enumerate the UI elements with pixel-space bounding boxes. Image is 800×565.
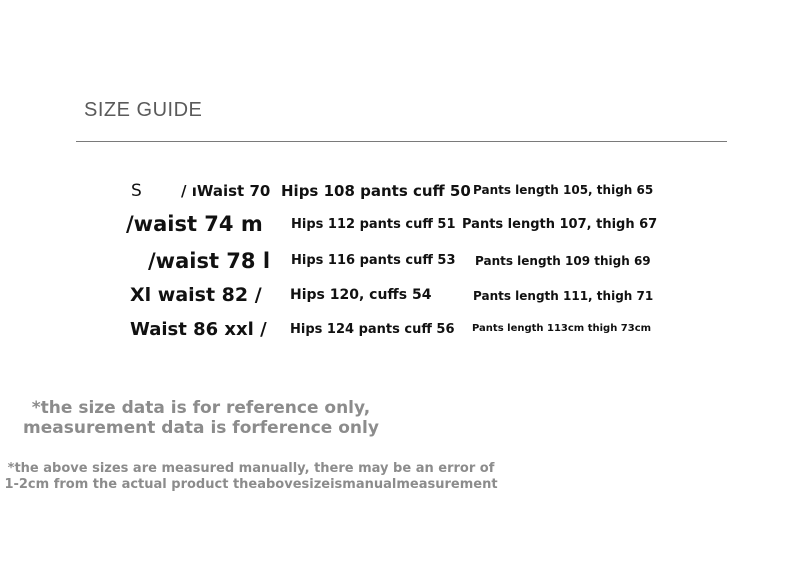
length-row-4: Pants length 111, thigh 71	[473, 289, 654, 303]
length-row-1: Pants length 105, thigh 65	[473, 183, 654, 197]
waist-row-3: /waist 78 l	[148, 249, 271, 273]
length-row-3: Pants length 109 thigh 69	[475, 254, 651, 268]
hips-row-4: Hips 120, cuffs 54	[290, 287, 432, 303]
size-label-s: S	[131, 181, 142, 201]
waist-row-5: Waist 86 xxl /	[130, 319, 267, 340]
hips-row-1: Hips 108 pants cuff 50	[281, 182, 471, 200]
hips-row-2: Hips 112 pants cuff 51	[291, 217, 456, 232]
length-row-5: Pants length 113cm thigh 73cm	[472, 323, 652, 334]
waist-row-1: / ıWaist 70	[181, 182, 271, 200]
manual-measurement-note: *the above sizes are measured manually, there may be an error of 1-2cm from the actual product theabovesizeismanualmeasurement	[4, 461, 498, 492]
hips-row-5: Hips 124 pants cuff 56	[290, 322, 455, 337]
waist-row-2: /waist 74 m	[126, 212, 263, 236]
waist-row-4: Xl waist 82 /	[130, 284, 262, 306]
divider	[76, 141, 727, 142]
reference-note: *the size data is for reference only, measurement data is forference only	[23, 398, 379, 438]
length-row-2: Pants length 107, thigh 67	[462, 217, 658, 232]
page-title: SIZE GUIDE	[84, 99, 203, 121]
hips-row-3: Hips 116 pants cuff 53	[291, 253, 456, 268]
